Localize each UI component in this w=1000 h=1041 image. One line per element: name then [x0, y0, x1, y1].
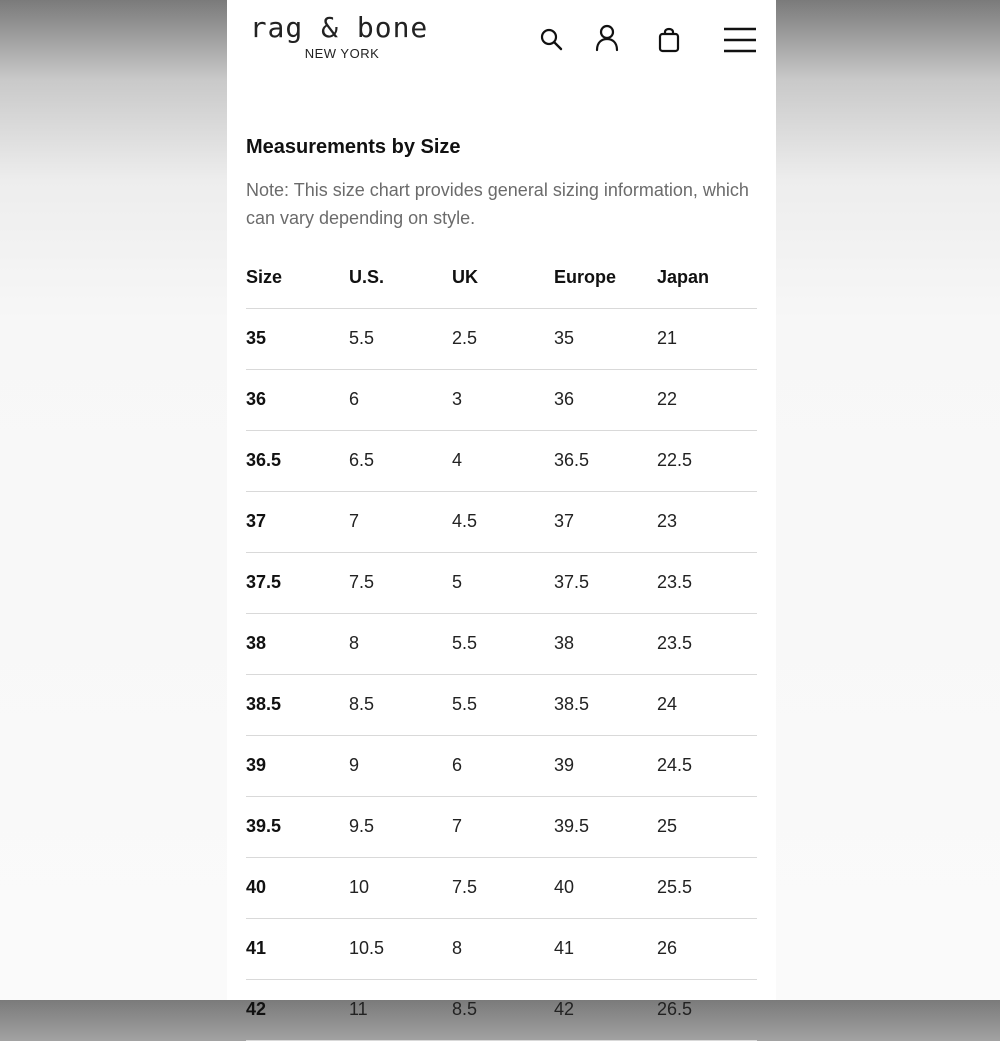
cell-size: 41 [246, 938, 267, 958]
page-title: Measurements by Size [246, 136, 461, 158]
table-row [246, 370, 757, 431]
cell-size: 39.5 [246, 816, 282, 836]
cell-uk: 7 [452, 816, 463, 836]
cell-us: 11 [349, 999, 368, 1019]
cell-size: 36.5 [246, 450, 282, 470]
table-row [246, 553, 757, 614]
cell-japan: 23.5 [657, 633, 693, 653]
cell-europe: 36.5 [554, 450, 590, 470]
table-row [246, 614, 757, 675]
cell-europe: 41 [554, 938, 575, 958]
cell-europe: 35 [554, 328, 575, 348]
site-header [227, 0, 776, 80]
cell-size: 36 [246, 389, 267, 409]
cell-japan: 21 [657, 328, 678, 348]
column-header-us: U.S. [349, 267, 385, 287]
cell-japan: 23.5 [657, 572, 693, 592]
cell-japan: 24 [657, 694, 678, 714]
page-container [227, 0, 776, 1019]
cell-japan: 22 [657, 389, 678, 409]
cell-size: 39 [246, 755, 267, 775]
cell-japan: 25 [657, 816, 678, 836]
account-icon[interactable] [594, 24, 620, 52]
cell-uk: 8.5 [452, 999, 478, 1019]
cell-size: 37.5 [246, 572, 282, 592]
cell-japan: 26.5 [657, 999, 693, 1019]
cell-size: 38 [246, 633, 267, 653]
cell-us: 6.5 [349, 450, 375, 470]
cell-uk: 2.5 [452, 328, 478, 348]
column-header-japan: Japan [657, 267, 710, 287]
size-chart-note: Note: This size chart provides general sizing information, which can vary depending on style. [246, 180, 749, 228]
table-row [246, 736, 757, 797]
search-icon[interactable] [539, 27, 563, 51]
cell-europe: 39 [554, 755, 575, 775]
cell-uk: 4 [452, 450, 463, 470]
table-header-row [246, 248, 757, 309]
cell-size: 42 [246, 999, 267, 1019]
table-row [246, 980, 757, 1041]
cell-us: 8.5 [349, 694, 375, 714]
cell-us: 7.5 [349, 572, 375, 592]
cell-europe: 38 [554, 633, 575, 653]
column-header-uk: UK [452, 267, 478, 287]
size-table [246, 248, 757, 1041]
column-header-size: Size [246, 267, 283, 287]
brand-logo[interactable] [239, 12, 439, 61]
cell-japan: 26 [657, 938, 678, 958]
cell-uk: 5.5 [452, 633, 478, 653]
table-row [246, 797, 757, 858]
cell-uk: 4.5 [452, 511, 478, 531]
shopping-bag-icon[interactable] [657, 27, 681, 53]
cell-size: 37 [246, 511, 267, 531]
cell-size: 40 [246, 877, 267, 897]
cell-us: 8 [349, 633, 360, 653]
table-row [246, 431, 757, 492]
cell-europe: 39.5 [554, 816, 590, 836]
table-row [246, 309, 757, 370]
cell-europe: 36 [554, 389, 575, 409]
table-row [246, 492, 757, 553]
cell-size: 38.5 [246, 694, 282, 714]
cell-uk: 8 [452, 938, 463, 958]
cell-uk: 5.5 [452, 694, 478, 714]
cell-us: 5.5 [349, 328, 375, 348]
cell-size: 35 [246, 328, 267, 348]
cell-us: 9.5 [349, 816, 375, 836]
cell-us: 10.5 [349, 938, 385, 958]
table-row [246, 919, 757, 980]
cell-europe: 37 [554, 511, 575, 531]
cell-us: 6 [349, 389, 360, 409]
cell-uk: 6 [452, 755, 463, 775]
cell-us: 9 [349, 755, 360, 775]
cell-europe: 38.5 [554, 694, 590, 714]
cell-us: 7 [349, 511, 360, 531]
table-row [246, 675, 757, 736]
cell-europe: 40 [554, 877, 575, 897]
cell-japan: 22.5 [657, 450, 693, 470]
cell-japan: 23 [657, 511, 678, 531]
logo-wordmark: rag & bone [249, 11, 429, 44]
cell-japan: 25.5 [657, 877, 693, 897]
cell-europe: 42 [554, 999, 575, 1019]
cell-europe: 37.5 [554, 572, 590, 592]
logo-subtitle: NEW YORK [304, 46, 380, 61]
cell-us: 10 [349, 877, 370, 897]
hamburger-menu-icon[interactable] [723, 26, 757, 54]
column-header-europe: Europe [554, 267, 617, 287]
cell-uk: 3 [452, 389, 463, 409]
cell-japan: 24.5 [657, 755, 693, 775]
cell-uk: 7.5 [452, 877, 478, 897]
cell-uk: 5 [452, 572, 463, 592]
table-row [246, 858, 757, 919]
